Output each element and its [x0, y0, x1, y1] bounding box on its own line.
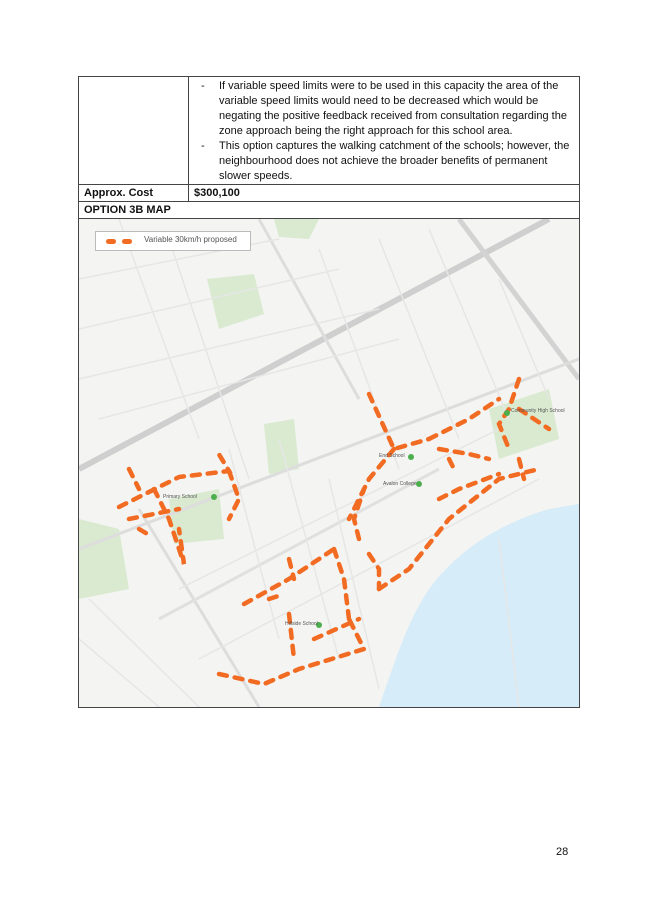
school-marker-icon [211, 494, 217, 500]
cost-label: Approx. Cost [79, 185, 189, 201]
notes-list [195, 79, 573, 184]
note-bullet: - This option captures the walking catchment of the schools; however, the neighbourhood does not achieve the broader benefits of permanent slower speeds. [195, 139, 573, 184]
notes-label-cell [79, 77, 189, 184]
school-marker-icon [504, 410, 510, 416]
map-heading: OPTION 3B MAP [84, 204, 171, 216]
legend-label: Variable 30km/h proposed [144, 235, 237, 244]
notes-row [79, 77, 579, 185]
notes-cell [189, 77, 579, 184]
poi-label: Primary School [163, 494, 197, 500]
map-row [79, 219, 579, 707]
legend-dash-icon [122, 239, 132, 244]
poi-label: Hillside School [285, 621, 318, 627]
option-map [79, 219, 579, 707]
school-marker-icon [408, 454, 414, 460]
option-table [78, 76, 580, 708]
legend-dash-icon [106, 239, 116, 244]
poi-label: End School [379, 453, 405, 459]
cost-row [79, 185, 579, 202]
poi-label: Community High School [511, 408, 565, 414]
note-bullet: - If variable speed limits were to be used in this capacity the area of the variable speed limits would need to be decreased which would be negating the positive feedback received from consultation regarding the zone approach being the right approach for this school area. [195, 79, 573, 139]
page-number: 28 [556, 846, 569, 858]
cost-value: $300,100 [194, 187, 240, 199]
poi-label: Avalon College [383, 481, 417, 487]
map-legend [95, 231, 251, 251]
map-heading-row [79, 202, 579, 219]
